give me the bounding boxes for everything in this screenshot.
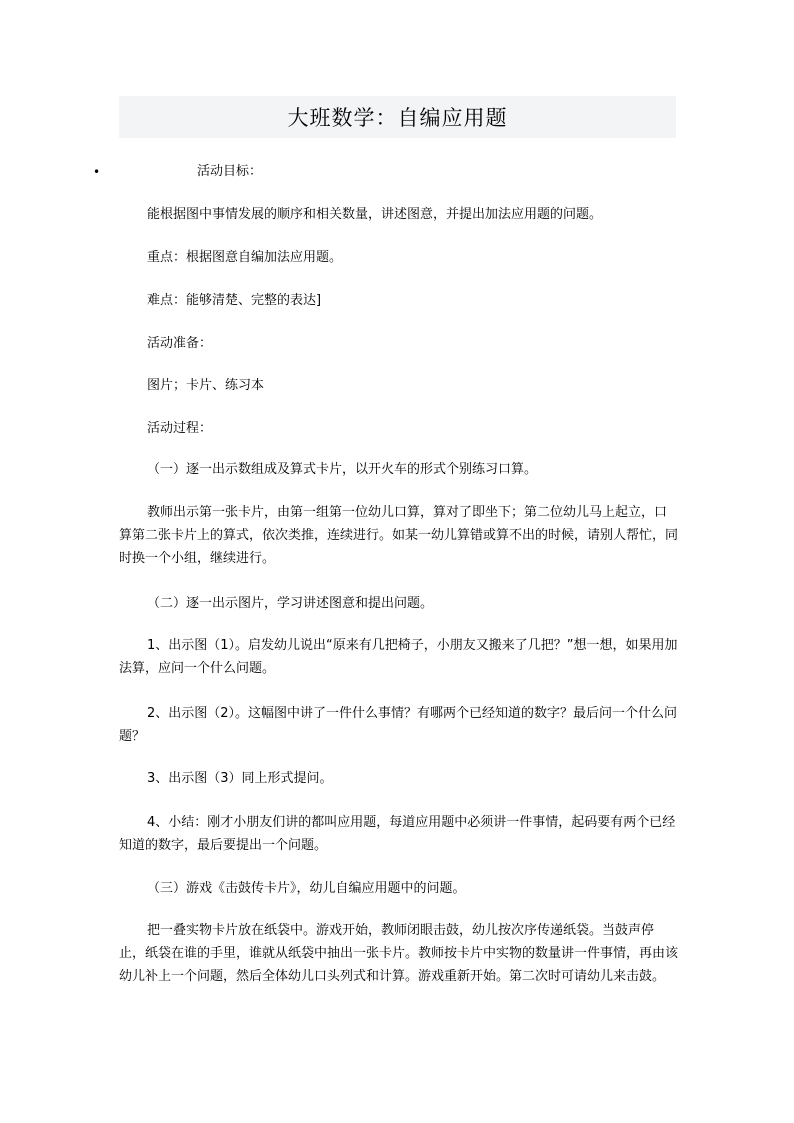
step-one-text: 教师出示第一张卡片，由第一组第一位幼儿口算，算对了即坐下；第二位幼儿马上起立，口算第二张卡片上的算式，依次类推，连续进行。如某一幼儿算错或算不出的时候，请别人帮忙，同时换一个小组，继续进行。 <box>119 505 679 566</box>
step-three-text: 把一叠实物卡片放在纸袋中。游戏开始，教师闭眼击鼓，幼儿按次序传递纸袋。当鼓声停止，纸袋在谁的手里，谁就从纸袋中抽出一张卡片。教师按卡片中实物的数量讲一件事情，再由该幼儿补上一个问题，然后全体幼儿口头列式和计算。游戏重新开始。第二次时可请幼儿来击鼓。 <box>119 923 679 984</box>
key-point: 重点：根据图意自编加法应用题。 <box>147 250 343 265</box>
list-bullet: • <box>93 165 101 179</box>
step-two-item-2: 2、出示图（2）。这幅图中讲了一件什么事情？有哪两个已经知道的数字？最后问一个什么问题？ <box>119 706 678 744</box>
title-bar <box>119 96 676 138</box>
step-two-heading: （二）逐一出示图片，学习讲述图意和提出问题。 <box>147 596 434 611</box>
prep-heading: 活动准备： <box>147 336 213 351</box>
step-two-summary: 4、小结：刚才小朋友们讲的都叫应用题，每道应用题中必须讲一件事情，起码要有两个已经知道的数字，最后要提出一个问题。 <box>119 815 676 853</box>
step-two-item-1: 1、出示图（1）。启发幼儿说出“原来有几把椅子，小朋友又搬来了几把？”想一想，如果用加法算，应问一个什么问题。 <box>119 638 678 676</box>
goal-heading: 活动目标： <box>197 164 263 179</box>
prep-materials: 图片；卡片、练习本 <box>147 378 265 393</box>
page-title: 大班数学：自编应用题 <box>287 106 508 130</box>
step-three-heading: （三）游戏《击鼓传卡片》，幼儿自编应用题中的问题。 <box>147 881 466 896</box>
process-heading: 活动过程： <box>147 421 213 436</box>
step-one-heading: （一）逐一出示数组成及算式卡片，以开火车的形式个别练习口算。 <box>147 462 538 477</box>
goal-text: 能根据图中事情发展的顺序和相关数量，讲述图意，并提出加法应用题的问题。 <box>147 207 603 222</box>
difficulty: 难点：能够清楚、完整的表达] <box>147 293 322 308</box>
step-two-item-3: 3、出示图（3）同上形式提问。 <box>147 771 333 786</box>
